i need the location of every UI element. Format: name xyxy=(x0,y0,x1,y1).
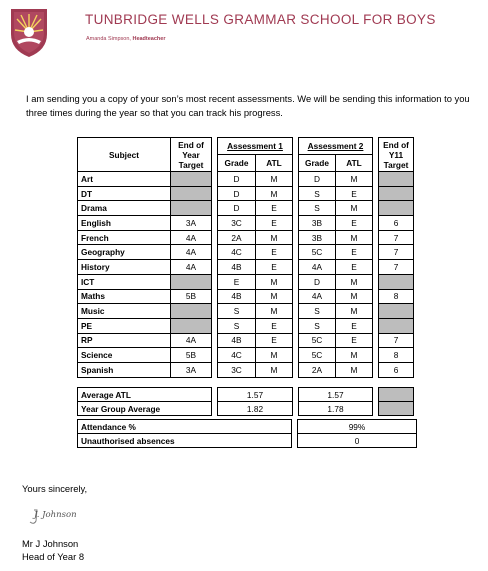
unauthorised-absences-label: Unauthorised absences xyxy=(78,434,292,448)
a1-grade-cell: S xyxy=(218,304,256,319)
subject-cell: French xyxy=(78,230,171,245)
a1-grade-cell: S xyxy=(218,318,256,333)
subject-header: Subject xyxy=(78,138,171,172)
a2-atl-cell: E xyxy=(336,333,373,348)
end-of-y11-target-cell xyxy=(379,304,414,319)
a1-atl-cell: M xyxy=(256,186,293,201)
summary-table xyxy=(77,387,414,416)
end-of-year-target-cell xyxy=(171,186,212,201)
empty-cell xyxy=(379,402,414,416)
assessment-rows xyxy=(78,172,414,378)
a1-atl-cell: M xyxy=(256,348,293,363)
a1-atl-cell: M xyxy=(256,172,293,187)
empty-cell xyxy=(379,388,414,402)
table-row xyxy=(78,362,414,377)
sign-off: Yours sincerely, xyxy=(22,483,88,494)
end-of-y11-target-header: End of Y11 Target xyxy=(379,138,414,172)
table-row xyxy=(78,245,414,260)
end-of-year-target-cell xyxy=(171,274,212,289)
end-of-year-target-cell: 4A xyxy=(171,230,212,245)
end-of-year-target-cell: 3A xyxy=(171,362,212,377)
a1-atl-cell: M xyxy=(256,274,293,289)
table-row xyxy=(78,216,414,231)
a1-atl-cell: M xyxy=(256,289,293,304)
a2-grade-cell: 4A xyxy=(299,260,336,275)
a2-grade-cell: S xyxy=(299,201,336,216)
a2-grade-cell: 5C xyxy=(299,245,336,260)
a1-grade-cell: D xyxy=(218,172,256,187)
a2-atl-cell: E xyxy=(336,260,373,275)
attendance-value: 99% xyxy=(298,420,417,434)
subject-cell: English xyxy=(78,216,171,231)
a1-grade-cell: 2A xyxy=(218,230,256,245)
a2-grade-cell: 5C xyxy=(299,348,336,363)
attendance-label: Attendance % xyxy=(78,420,292,434)
subject-cell: Music xyxy=(78,304,171,319)
a2-atl-cell: M xyxy=(336,274,373,289)
attendance-table xyxy=(77,419,417,448)
a1-grade-cell: 4B xyxy=(218,260,256,275)
a1-grade-cell: D xyxy=(218,201,256,216)
end-of-year-target-cell xyxy=(171,318,212,333)
end-of-year-target-header: End of Year Target xyxy=(171,138,212,172)
a1-atl-cell: E xyxy=(256,245,293,260)
a2-atl-cell: M xyxy=(336,201,373,216)
a1-atl-cell: E xyxy=(256,333,293,348)
headteacher-name: Amanda Simpson, xyxy=(86,36,133,42)
end-of-year-target-cell xyxy=(171,304,212,319)
end-of-year-target-cell: 3A xyxy=(171,216,212,231)
table-row xyxy=(78,348,414,363)
subject-cell: Science xyxy=(78,348,171,363)
end-of-year-target-cell xyxy=(171,172,212,187)
a1-grade-cell: 4B xyxy=(218,333,256,348)
a2-grade-cell: D xyxy=(299,172,336,187)
a1-grade-cell: D xyxy=(218,186,256,201)
a1-grade-cell: E xyxy=(218,274,256,289)
a2-atl-cell: E xyxy=(336,216,373,231)
end-of-y11-target-cell: 8 xyxy=(379,348,414,363)
table-row xyxy=(78,201,414,216)
end-of-year-target-cell xyxy=(171,201,212,216)
school-name: TUNBRIDGE WELLS GRAMMAR SCHOOL FOR BOYS xyxy=(85,12,436,27)
a2-atl-cell: M xyxy=(336,230,373,245)
end-of-y11-target-cell xyxy=(379,172,414,187)
average-atl-a1: 1.57 xyxy=(218,388,293,402)
end-of-y11-target-cell: 6 xyxy=(379,362,414,377)
end-of-y11-target-cell: 7 xyxy=(379,333,414,348)
a1-atl-cell: M xyxy=(256,304,293,319)
table-row xyxy=(78,172,414,187)
signer-role: Head of Year 8 xyxy=(22,551,85,562)
table-row xyxy=(78,230,414,245)
unauthorised-absences-value: 0 xyxy=(298,434,417,448)
end-of-y11-target-cell: 7 xyxy=(379,245,414,260)
average-atl-label: Average ATL xyxy=(78,388,212,402)
average-atl-a2: 1.57 xyxy=(299,388,373,402)
subject-cell: Geography xyxy=(78,245,171,260)
assessment-2-header: Assessment 2 xyxy=(299,138,373,155)
a1-atl-header: ATL xyxy=(256,155,293,172)
a2-grade-cell: 4A xyxy=(299,289,336,304)
a1-grade-cell: 3C xyxy=(218,216,256,231)
signer-block xyxy=(22,537,84,563)
a2-grade-cell: 3B xyxy=(299,230,336,245)
a1-grade-header: Grade xyxy=(218,155,256,172)
table-row xyxy=(78,260,414,275)
assessment-1-header: Assessment 1 xyxy=(218,138,293,155)
end-of-y11-target-cell xyxy=(379,318,414,333)
signature-text: J. Johnson xyxy=(34,510,77,520)
a2-atl-cell: M xyxy=(336,348,373,363)
end-of-year-target-cell: 5B xyxy=(171,289,212,304)
year-group-average-label: Year Group Average xyxy=(78,402,212,416)
end-of-y11-target-cell: 8 xyxy=(379,289,414,304)
table-row xyxy=(78,304,414,319)
a1-atl-cell: M xyxy=(256,362,293,377)
school-crest-icon xyxy=(10,8,48,58)
subject-cell: Art xyxy=(78,172,171,187)
a2-atl-header: ATL xyxy=(336,155,373,172)
a2-grade-cell: D xyxy=(299,274,336,289)
end-of-y11-target-cell: 7 xyxy=(379,230,414,245)
a1-atl-cell: E xyxy=(256,216,293,231)
table-row xyxy=(78,186,414,201)
a2-grade-cell: 2A xyxy=(299,362,336,377)
headteacher-line xyxy=(86,36,166,42)
subject-cell: ICT xyxy=(78,274,171,289)
year-group-average-a2: 1.78 xyxy=(299,402,373,416)
a2-atl-cell: E xyxy=(336,318,373,333)
intro-paragraph: I am sending you a copy of your son’s most recent assessments. We will be sending this information to you three times during the year so that you can track his progress. xyxy=(26,93,470,118)
a2-atl-cell: M xyxy=(336,172,373,187)
end-of-y11-target-cell xyxy=(379,274,414,289)
end-of-y11-target-cell: 7 xyxy=(379,260,414,275)
a1-atl-cell: E xyxy=(256,201,293,216)
a2-grade-cell: S xyxy=(299,186,336,201)
a2-atl-cell: E xyxy=(336,186,373,201)
end-of-year-target-cell: 4A xyxy=(171,245,212,260)
table-row xyxy=(78,318,414,333)
subject-cell: Maths xyxy=(78,289,171,304)
a2-atl-cell: M xyxy=(336,289,373,304)
table-row xyxy=(78,274,414,289)
table-row xyxy=(78,289,414,304)
a1-grade-cell: 4C xyxy=(218,245,256,260)
a1-grade-cell: 4C xyxy=(218,348,256,363)
a2-grade-cell: 3B xyxy=(299,216,336,231)
end-of-y11-target-cell xyxy=(379,186,414,201)
end-of-y11-target-cell: 6 xyxy=(379,216,414,231)
a2-grade-cell: 5C xyxy=(299,333,336,348)
subject-cell: Spanish xyxy=(78,362,171,377)
end-of-y11-target-cell xyxy=(379,201,414,216)
assessment-table xyxy=(77,137,414,378)
end-of-year-target-cell: 5B xyxy=(171,348,212,363)
subject-cell: History xyxy=(78,260,171,275)
a1-grade-cell: 4B xyxy=(218,289,256,304)
table-row xyxy=(78,333,414,348)
subject-cell: PE xyxy=(78,318,171,333)
a1-grade-cell: 3C xyxy=(218,362,256,377)
subject-cell: Drama xyxy=(78,201,171,216)
a2-atl-cell: E xyxy=(336,245,373,260)
a2-grade-cell: S xyxy=(299,304,336,319)
signer-name: Mr J Johnson xyxy=(22,538,79,549)
a2-grade-header: Grade xyxy=(299,155,336,172)
year-group-average-a1: 1.82 xyxy=(218,402,293,416)
subject-cell: RP xyxy=(78,333,171,348)
a1-atl-cell: M xyxy=(256,230,293,245)
end-of-year-target-cell: 4A xyxy=(171,260,212,275)
a2-grade-cell: S xyxy=(299,318,336,333)
a1-atl-cell: E xyxy=(256,260,293,275)
a1-atl-cell: E xyxy=(256,318,293,333)
end-of-year-target-cell: 4A xyxy=(171,333,212,348)
headteacher-title: Headteacher xyxy=(132,36,166,42)
a2-atl-cell: M xyxy=(336,362,373,377)
a2-atl-cell: M xyxy=(336,304,373,319)
subject-cell: DT xyxy=(78,186,171,201)
